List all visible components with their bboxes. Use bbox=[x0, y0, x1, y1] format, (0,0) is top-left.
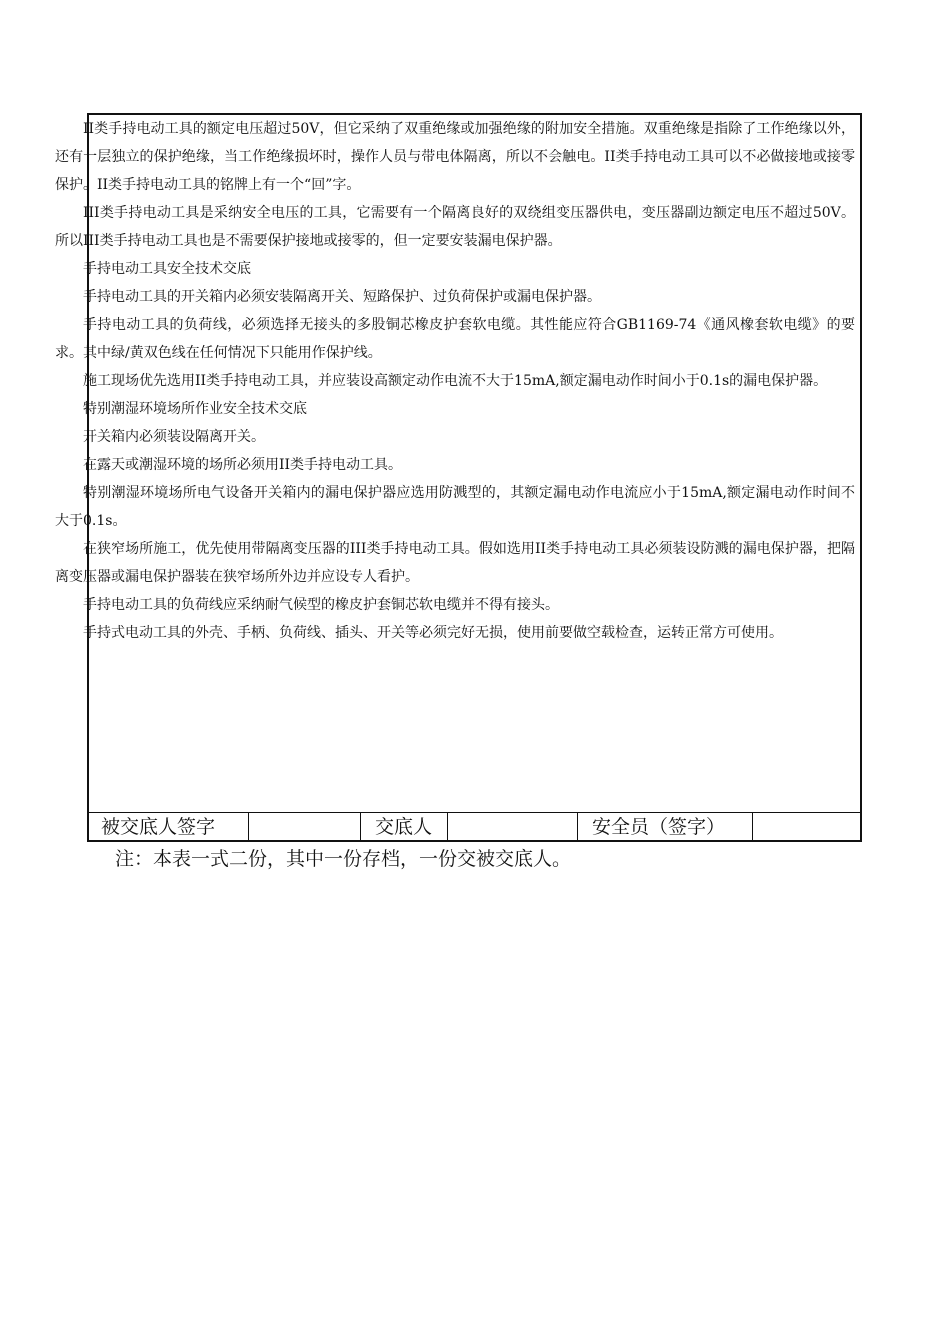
disclosure-content bbox=[55, 115, 855, 647]
paragraph-site-class-ii: 施工现场优先选用II类手持电动工具，并应装设高额定动作电流不大于15mA,额定漏电动作时间小于0.1s的漏电保护器。 bbox=[83, 373, 828, 389]
paragraph-class-ii-tools: II类手持电动工具的额定电压超过50V，但它采纳了双重绝缘或加强绝缘的附加安全措施。双重绝缘是指除了工作绝缘以外，还有一层独立的保护绝缘，当工作绝缘损坏时，操作人员与带电体隔离，所以不会触电。II类手持电动工具可以不必做接地或接零保护。II类手持电动工具的铭牌上有一个“回”字。 bbox=[55, 121, 855, 193]
paragraph-narrow-site: 在狭窄场所施工，优先使用带隔离变压器的III类手持电动工具。假如选用II类手持电动工具必须装设防溅的漏电保护器，把隔离变压器或漏电保护器装在狭窄场所外边并应设专人看护。 bbox=[55, 541, 855, 585]
safety-officer-field[interactable] bbox=[753, 813, 862, 842]
paragraph-outdoor-humid: 在露天或潮湿环境的场所必须用II类手持电动工具。 bbox=[83, 457, 403, 473]
section-heading-humid-environment: 特别潮湿环境场所作业安全技术交底 bbox=[83, 401, 307, 417]
signature-row bbox=[87, 812, 862, 842]
safety-officer-label: 安全员（签字） bbox=[578, 813, 753, 842]
paragraph-isolating-switch: 开关箱内必须装设隔离开关。 bbox=[83, 429, 265, 445]
footnote: 注：本表一式二份，其中一份存档，一份交被交底人。 bbox=[115, 848, 572, 870]
discloser-label: 交底人 bbox=[361, 813, 448, 842]
paragraph-class-iii-tools: III类手持电动工具是采纳安全电压的工具，它需要有一个隔离良好的双绕组变压器供电，变压器副边额定电压不超过50V。所以III类手持电动工具也是不需要保护接地或接零的，但一定要安装漏电保护器。 bbox=[55, 205, 855, 249]
recipient-signature-field[interactable] bbox=[249, 813, 361, 842]
section-heading-handheld-tools: 手持电动工具安全技术交底 bbox=[83, 261, 251, 277]
paragraph-splash-proof-protector: 特别潮湿环境场所电气设备开关箱内的漏电保护器应选用防溅型的，其额定漏电动作电流应小于15mA,额定漏电动作时间不大于0.1s。 bbox=[55, 485, 855, 529]
paragraph-weatherproof-cable: 手持电动工具的负荷线应采纳耐气候型的橡皮护套铜芯软电缆并不得有接头。 bbox=[83, 597, 559, 613]
paragraph-switch-box: 手持电动工具的开关箱内必须安装隔离开关、短路保护、过负荷保护或漏电保护器。 bbox=[83, 289, 601, 305]
paragraph-load-cable: 手持电动工具的负荷线，必须选择无接头的多股铜芯橡皮护套软电缆。其性能应符合GB1169-74《通风橡套软电缆》的要求。其中绿/黄双色线在任何情况下只能用作保护线。 bbox=[55, 317, 855, 361]
discloser-field[interactable] bbox=[448, 813, 578, 842]
paragraph-inspection: 手持式电动工具的外壳、手柄、负荷线、插头、开关等必须完好无损，使用前要做空载检查，运转正常方可使用。 bbox=[83, 625, 783, 641]
recipient-signature-label: 被交底人签字 bbox=[87, 813, 249, 842]
